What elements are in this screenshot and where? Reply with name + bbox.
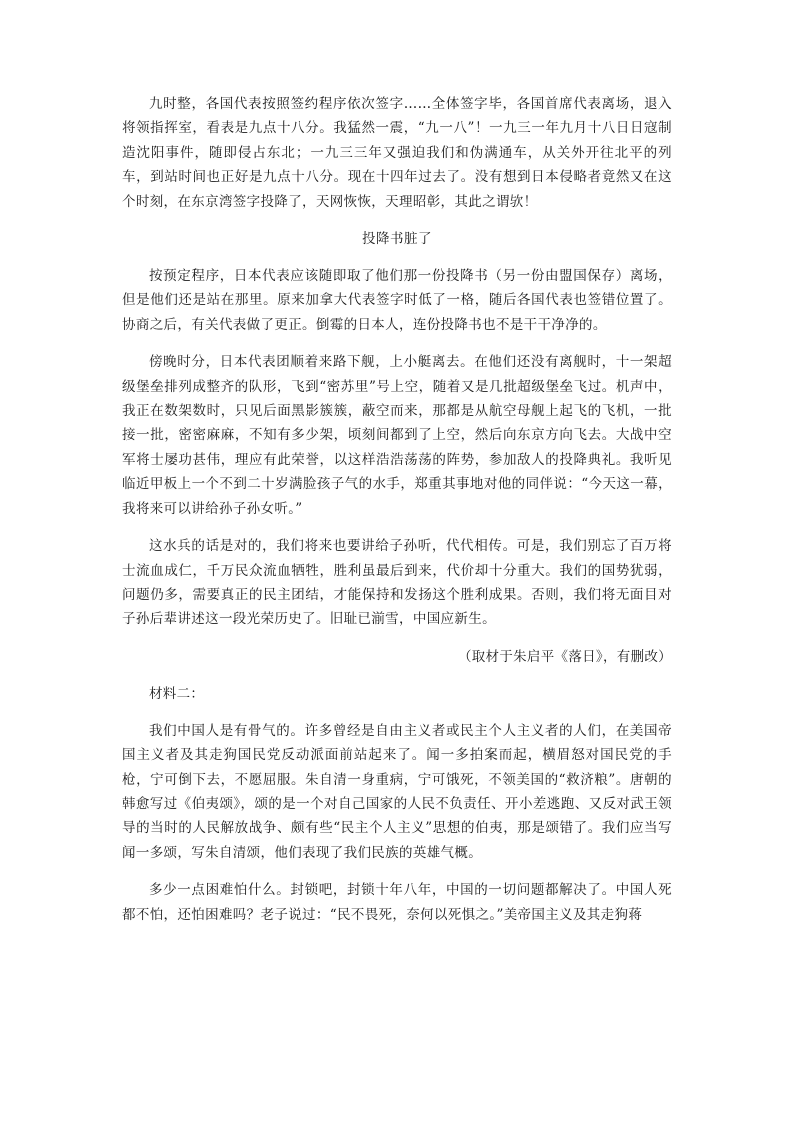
paragraph-backbone: 我们中国人是有骨气的。许多曾经是自由主义者或民主个人主义者的人们，在美国帝国主义者及其走狗国民党反动派面前站起来了。闻一多拍案而起，横眉怒对国民党的手枪，宁可倒下去，不愿屈服。朱自清一身重病，宁可饿死，不领美国的“救济粮”。唐朝的韩愈写过《伯夷颂》，颂的是一个对自己国家的人民不负责任、开小差逃跑、又反对武王领导的当时的人民解放战争、颇有些“民主个人主义”思想的伯夷，那是颂错了。我们应当写闻一多颂，写朱自清颂，他们表现了我们民族的英雄气概。	[122, 722, 672, 861]
spacer	[122, 214, 672, 227]
spacer	[122, 251, 672, 264]
paragraph-surrender-document: 按预定程序，日本代表应该随即取了他们那一份投降书（另一份由盟国保存）离场，但是他们还是站在那里。原来加拿大代表签字时低了一格，随后各国代表也签错位置了。协商之后，有关代表做了更正。倒霉的日本人，连份投降书也不是干干净净的。	[122, 268, 672, 333]
spacer	[122, 337, 672, 350]
paragraph-difficulties: 多少一点困难怕什么。封锁吧，封锁十年八年，中国的一切问题都解决了。中国人死都不怕，还怕困难吗？老子说过：“民不畏死，奈何以死惧之。”美帝国主义及其走狗蒋	[122, 882, 672, 923]
section-heading: 投降书脏了	[362, 231, 432, 248]
spacer	[122, 706, 672, 719]
source-citation: （取材于朱启平《落日》，有删改）	[457, 648, 672, 665]
paragraph-signing: 九时整，各国代表按照签约程序依次签字……全体签字毕，各国首席代表离场，退入将领指挥室，看表是九点十八分。我猛然一震，“九一八”！一九三一年九月十八日日寇制造沈阳事件，随即侵占东北；一九三三年又强迫我们和伪满通车，从关外开往北平的列车，到站时间也正好是九点十八分。现在十四年过去了。没有想到日本侵略者竟然又在这个时刻，在东京湾签字投降了，天网恢恢，天理昭彰，其此之谓欤！	[122, 96, 672, 210]
paragraph-sailor-words: 这水兵的话是对的，我们将来也要讲给子孙听，代代相传。可是，我们别忘了百万将士流血成仁，千万民众流血牺牲，胜利虽最后到来，代价却十分重大。我们的国势犹弱，问题仍多，需要真正的民主团结，才能保持和发扬这个胜利成果。否则，我们将无面目对子孙后辈讲述这一段光荣历史了。旧耻已湔雪，中国应新生。	[122, 538, 672, 628]
spacer	[122, 632, 672, 645]
spacer	[122, 669, 672, 682]
paragraph-evening-flyover: 傍晚时分，日本代表团顺着来路下舰，上小艇离去。在他们还没有离舰时，十一架超级堡垒排列成整齐的队形，飞到“密苏里”号上空，随着又是几批超级堡垒飞过。机声中，我正在数架数时，只见后面黑影簇簇，蔽空而来，那都是从航空母舰上起飞的飞机，一批接一批，密密麻麻，不知有多少架，顷刻间都到了上空，然后向东京方向飞去。大战中空军将士屡功甚伟，理应有此荣誉，以这样浩浩荡荡的阵势，参加敌人的投降典礼。我听见临近甲板上一个不到二十岁满脸孩子气的水手，郑重其事地对他的同伴说：“今天这一幕，我将来可以讲给孙子孙女听。”	[122, 354, 672, 517]
material-label: 材料二：	[149, 685, 205, 702]
spacer	[122, 865, 672, 878]
spacer	[122, 521, 672, 534]
